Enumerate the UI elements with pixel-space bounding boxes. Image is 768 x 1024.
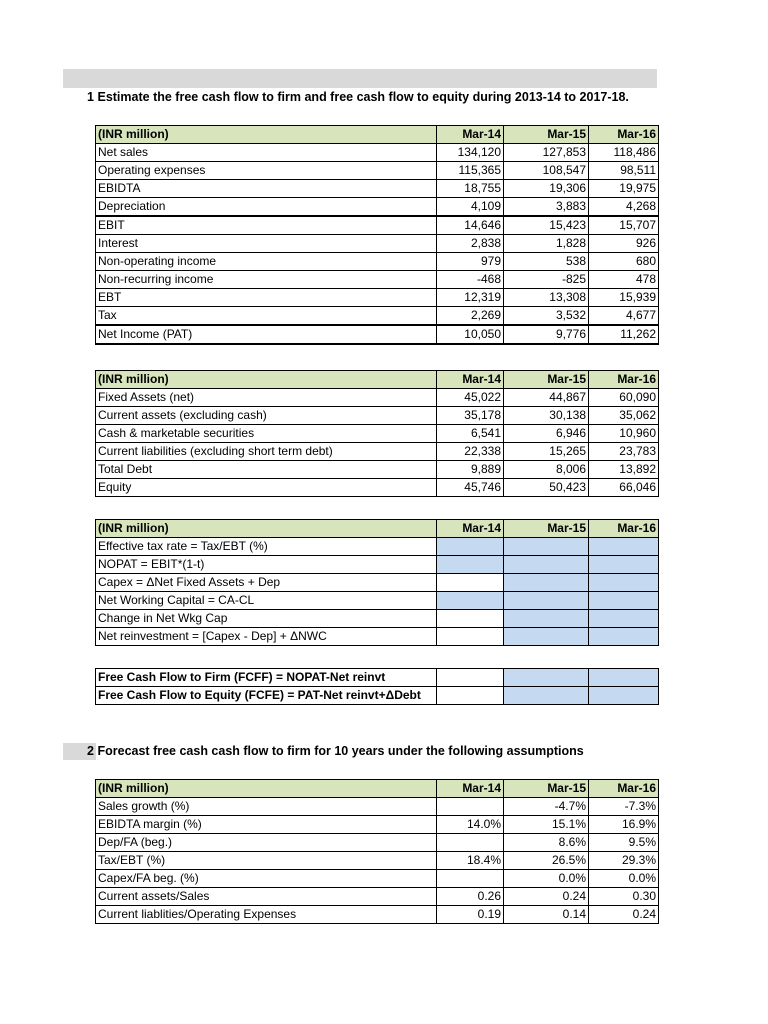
- cell: 4,268: [589, 198, 659, 217]
- cell: 15,265: [504, 443, 589, 461]
- table-header-row: [96, 520, 659, 538]
- cell: 30,138: [504, 407, 589, 425]
- table-row: [96, 271, 659, 289]
- table-row: [96, 253, 659, 271]
- cell: 8.6%: [504, 834, 589, 852]
- table-row: [96, 538, 659, 556]
- question-1: [63, 89, 629, 106]
- cell: 4,677: [589, 307, 659, 326]
- cell: 3,883: [504, 198, 589, 217]
- table-row: [96, 325, 659, 344]
- cell: 979: [437, 253, 504, 271]
- cell: 15,707: [589, 216, 659, 235]
- row-label: Sales growth (%): [96, 798, 437, 816]
- cell: 6,946: [504, 425, 589, 443]
- input-cell[interactable]: [589, 669, 659, 687]
- row-label: Capex = ΔNet Fixed Assets + Dep: [96, 574, 437, 592]
- header-cell: Mar-14: [437, 371, 504, 389]
- cell: -7.3%: [589, 798, 659, 816]
- question-2: [63, 743, 584, 760]
- empty-cell[interactable]: [437, 669, 504, 687]
- input-cell[interactable]: [589, 628, 659, 646]
- input-cell[interactable]: [504, 592, 589, 610]
- cell: 10,050: [437, 325, 504, 344]
- input-cell[interactable]: [504, 628, 589, 646]
- cell: -468: [437, 271, 504, 289]
- table-header-row: [96, 371, 659, 389]
- input-cell[interactable]: [589, 687, 659, 705]
- table-row: [96, 443, 659, 461]
- row-label: Current liablities/Operating Expenses: [96, 906, 437, 924]
- table-row: [96, 574, 659, 592]
- cell: 35,062: [589, 407, 659, 425]
- table-row: [96, 834, 659, 852]
- cell: 22,338: [437, 443, 504, 461]
- cell: 98,511: [589, 162, 659, 180]
- table-row: [96, 289, 659, 307]
- table-row: [96, 798, 659, 816]
- free-cash-flow-table: [95, 668, 659, 705]
- input-cell[interactable]: [437, 592, 504, 610]
- row-label: EBIDTA margin (%): [96, 816, 437, 834]
- row-label: Total Debt: [96, 461, 437, 479]
- row-label: Fixed Assets (net): [96, 389, 437, 407]
- table-row: [96, 816, 659, 834]
- cell: 16.9%: [589, 816, 659, 834]
- cell: 108,547: [504, 162, 589, 180]
- input-cell[interactable]: [589, 610, 659, 628]
- table-row: [96, 556, 659, 574]
- assumptions-table: [95, 779, 659, 924]
- question-1-text: Estimate the free cash flow to firm and free cash flow to equity during 2013-14 to 2017-18.: [97, 90, 629, 104]
- table-row: [96, 888, 659, 906]
- empty-cell[interactable]: [437, 574, 504, 592]
- question-1-number: 1: [87, 90, 94, 104]
- cell: 115,365: [437, 162, 504, 180]
- row-label: Free Cash Flow to Firm (FCFF) = NOPAT-Net reinvt: [96, 669, 437, 687]
- input-cell[interactable]: [589, 538, 659, 556]
- table-row: [96, 592, 659, 610]
- header-cell: Mar-14: [437, 780, 504, 798]
- header-cell: (INR million): [96, 780, 437, 798]
- input-cell[interactable]: [437, 556, 504, 574]
- row-label: Net Working Capital = CA-CL: [96, 592, 437, 610]
- row-label: Current assets/Sales: [96, 888, 437, 906]
- cell: 118,486: [589, 144, 659, 162]
- input-cell[interactable]: [504, 574, 589, 592]
- cell: 9,889: [437, 461, 504, 479]
- row-label: Current liabilities (excluding short term debt): [96, 443, 437, 461]
- header-cell: (INR million): [96, 126, 437, 144]
- table-row: [96, 144, 659, 162]
- cell: 8,006: [504, 461, 589, 479]
- row-label: EBIT: [96, 216, 437, 235]
- row-label: Non-operating income: [96, 253, 437, 271]
- row-label: Interest: [96, 235, 437, 253]
- cell: 6,541: [437, 425, 504, 443]
- header-cell: Mar-16: [589, 371, 659, 389]
- header-cell: Mar-16: [589, 520, 659, 538]
- table-row: [96, 610, 659, 628]
- row-label: Capex/FA beg. (%): [96, 870, 437, 888]
- input-cell[interactable]: [589, 574, 659, 592]
- header-cell: Mar-15: [504, 780, 589, 798]
- cell: -4.7%: [504, 798, 589, 816]
- table-row: [96, 479, 659, 497]
- table-header-row: [96, 126, 659, 144]
- cell: 0.24: [504, 888, 589, 906]
- table-row: [96, 235, 659, 253]
- cell: 26.5%: [504, 852, 589, 870]
- input-cell[interactable]: [504, 556, 589, 574]
- cell: 50,423: [504, 479, 589, 497]
- row-label: Non-recurring income: [96, 271, 437, 289]
- table-row: [96, 216, 659, 235]
- cell: 0.26: [437, 888, 504, 906]
- cell: 66,046: [589, 479, 659, 497]
- calculation-table: [95, 519, 659, 646]
- table-row: [96, 389, 659, 407]
- table-row: [96, 628, 659, 646]
- cell: 3,532: [504, 307, 589, 326]
- table-row: [96, 307, 659, 326]
- header-cell: Mar-14: [437, 126, 504, 144]
- table-row: [96, 906, 659, 924]
- cell: 134,120: [437, 144, 504, 162]
- empty-cell[interactable]: [437, 687, 504, 705]
- cell: 4,109: [437, 198, 504, 217]
- header-cell: Mar-15: [504, 520, 589, 538]
- table-row: [96, 407, 659, 425]
- input-cell[interactable]: [504, 669, 589, 687]
- cell: 18.4%: [437, 852, 504, 870]
- table-row: [96, 162, 659, 180]
- row-label: Current assets (excluding cash): [96, 407, 437, 425]
- table-row: [96, 669, 659, 687]
- row-label: Change in Net Wkg Cap: [96, 610, 437, 628]
- cell: 478: [589, 271, 659, 289]
- empty-cell[interactable]: [437, 610, 504, 628]
- cell: 18,755: [437, 180, 504, 198]
- question-2-number: 2: [87, 744, 94, 758]
- cell: 0.0%: [589, 870, 659, 888]
- header-cell: Mar-16: [589, 780, 659, 798]
- cell: 35,178: [437, 407, 504, 425]
- cell: 0.14: [504, 906, 589, 924]
- balance-sheet-table: [95, 370, 659, 497]
- cell: [437, 834, 504, 852]
- table-row: [96, 180, 659, 198]
- cell: 14.0%: [437, 816, 504, 834]
- empty-cell[interactable]: [437, 628, 504, 646]
- input-cell[interactable]: [504, 610, 589, 628]
- cell: 0.0%: [504, 870, 589, 888]
- row-label: Depreciation: [96, 198, 437, 217]
- cell: 12,319: [437, 289, 504, 307]
- cell: [437, 870, 504, 888]
- header-cell: (INR million): [96, 371, 437, 389]
- header-cell: Mar-15: [504, 126, 589, 144]
- cell: 680: [589, 253, 659, 271]
- cell: 9.5%: [589, 834, 659, 852]
- row-label: Net reinvestment = [Capex - Dep] + ΔNWC: [96, 628, 437, 646]
- cell: -825: [504, 271, 589, 289]
- row-label: Equity: [96, 479, 437, 497]
- row-label: Cash & marketable securities: [96, 425, 437, 443]
- cell: 19,306: [504, 180, 589, 198]
- input-cell[interactable]: [589, 556, 659, 574]
- income-statement-table: [95, 125, 659, 345]
- cell: 10,960: [589, 425, 659, 443]
- cell: 60,090: [589, 389, 659, 407]
- cell: 14,646: [437, 216, 504, 235]
- input-cell[interactable]: [504, 687, 589, 705]
- header-cell: Mar-16: [589, 126, 659, 144]
- cell: 15,423: [504, 216, 589, 235]
- question-2-text: Forecast free cash cash flow to firm for 10 years under the following assumptions: [97, 744, 584, 758]
- row-label: Net sales: [96, 144, 437, 162]
- row-label: EBT: [96, 289, 437, 307]
- cell: 23,783: [589, 443, 659, 461]
- header-cell: (INR million): [96, 520, 437, 538]
- cell: 0.19: [437, 906, 504, 924]
- row-label: Dep/FA (beg.): [96, 834, 437, 852]
- cell: 926: [589, 235, 659, 253]
- cell: 127,853: [504, 144, 589, 162]
- cell: 11,262: [589, 325, 659, 344]
- cell: 0.24: [589, 906, 659, 924]
- input-cell[interactable]: [437, 538, 504, 556]
- table-row: [96, 852, 659, 870]
- cell: 2,838: [437, 235, 504, 253]
- row-label: Free Cash Flow to Equity (FCFE) = PAT-Net reinvt+ΔDebt: [96, 687, 437, 705]
- cell: 13,308: [504, 289, 589, 307]
- cell: [437, 798, 504, 816]
- cell: 0.30: [589, 888, 659, 906]
- header-cell: Mar-14: [437, 520, 504, 538]
- row-label: Tax/EBT (%): [96, 852, 437, 870]
- row-label: Operating expenses: [96, 162, 437, 180]
- table-row: [96, 461, 659, 479]
- table-row: [96, 870, 659, 888]
- input-cell[interactable]: [589, 592, 659, 610]
- table-header-row: [96, 780, 659, 798]
- row-label: Tax: [96, 307, 437, 326]
- input-cell[interactable]: [504, 538, 589, 556]
- cell: 45,022: [437, 389, 504, 407]
- question-1-band: [63, 69, 657, 88]
- row-label: EBIDTA: [96, 180, 437, 198]
- cell: 13,892: [589, 461, 659, 479]
- row-label: Net Income (PAT): [96, 325, 437, 344]
- table-row: [96, 198, 659, 217]
- header-cell: Mar-15: [504, 371, 589, 389]
- cell: 15,939: [589, 289, 659, 307]
- row-label: NOPAT = EBIT*(1-t): [96, 556, 437, 574]
- cell: 19,975: [589, 180, 659, 198]
- cell: 538: [504, 253, 589, 271]
- cell: 29.3%: [589, 852, 659, 870]
- table-row: [96, 687, 659, 705]
- table-row: [96, 425, 659, 443]
- cell: 1,828: [504, 235, 589, 253]
- cell: 44,867: [504, 389, 589, 407]
- cell: 45,746: [437, 479, 504, 497]
- cell: 15.1%: [504, 816, 589, 834]
- cell: 9,776: [504, 325, 589, 344]
- cell: 2,269: [437, 307, 504, 326]
- row-label: Effective tax rate = Tax/EBT (%): [96, 538, 437, 556]
